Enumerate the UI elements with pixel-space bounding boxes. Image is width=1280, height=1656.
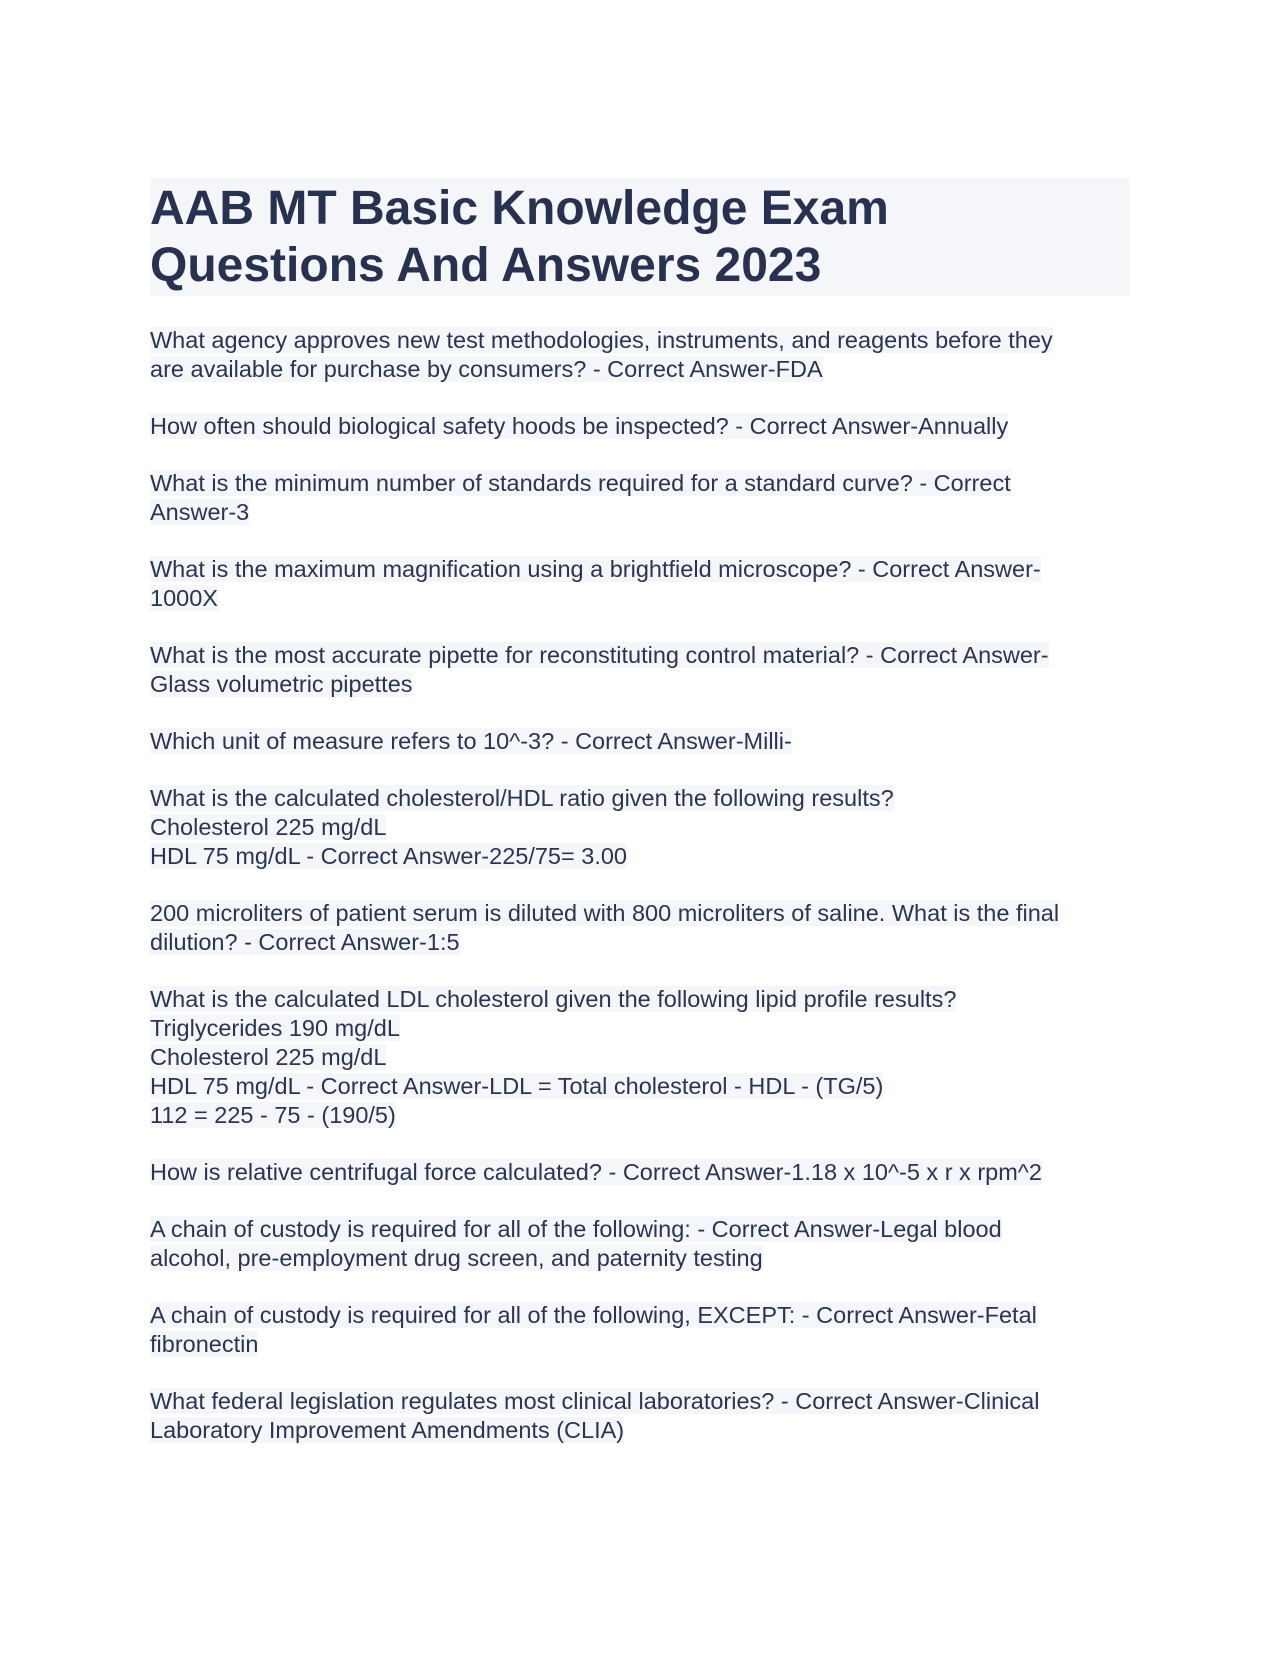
title-line-2: Questions And Answers 2023 — [150, 239, 822, 292]
document-page — [150, 178, 1130, 1473]
qa-line-text: 112 = 225 - 75 - (190/5) — [150, 1102, 396, 1128]
qa-line — [150, 1158, 1130, 1187]
qa-entry — [150, 641, 1130, 699]
document-title — [150, 178, 1130, 296]
qa-line — [150, 1215, 1130, 1244]
qa-line-text: 200 microliters of patient serum is diluted with 800 microliters of saline. What is the final — [150, 900, 1060, 926]
qa-line — [150, 469, 1130, 498]
qa-line — [150, 1072, 1130, 1101]
qa-line — [150, 1244, 1130, 1273]
qa-line — [150, 842, 1130, 871]
qa-entry — [150, 899, 1130, 957]
qa-line — [150, 727, 1130, 756]
qa-entry — [150, 985, 1130, 1130]
qa-line-text: What is the minimum number of standards required for a standard curve? - Correct — [150, 470, 1011, 496]
qa-line — [150, 584, 1130, 613]
qa-line-text: What is the calculated LDL cholesterol given the following lipid profile results? — [150, 986, 957, 1012]
qa-line-text: Which unit of measure refers to 10^-3? - Correct Answer-Milli- — [150, 728, 792, 754]
qa-line-text: A chain of custody is required for all of the following, EXCEPT: - Correct Answer-Fetal — [150, 1302, 1037, 1328]
qa-line — [150, 1387, 1130, 1416]
qa-line — [150, 1101, 1130, 1130]
qa-line-text: are available for purchase by consumers? - Correct Answer-FDA — [150, 356, 823, 382]
qa-line-text: What is the calculated cholesterol/HDL ratio given the following results? — [150, 785, 894, 811]
qa-line-text: What is the most accurate pipette for reconstituting control material? - Correct Answer- — [150, 642, 1049, 668]
qa-line — [150, 1330, 1130, 1359]
qa-line-text: Cholesterol 225 mg/dL — [150, 814, 387, 840]
qa-line-text: What agency approves new test methodologies, instruments, and reagents before they — [150, 327, 1053, 353]
qa-line-text: fibronectin — [150, 1331, 259, 1357]
qa-line — [150, 928, 1130, 957]
qa-entry — [150, 1158, 1130, 1187]
qa-line-text: alcohol, pre-employment drug screen, and paternity testing — [150, 1245, 763, 1271]
qa-entry — [150, 1301, 1130, 1359]
title-line-1: AAB MT Basic Knowledge Exam — [150, 182, 889, 235]
qa-line-text: 1000X — [150, 585, 218, 611]
qa-line-text: HDL 75 mg/dL - Correct Answer-225/75= 3.00 — [150, 843, 627, 869]
qa-line — [150, 784, 1130, 813]
qa-line-text: dilution? - Correct Answer-1:5 — [150, 929, 460, 955]
qa-line-text: Glass volumetric pipettes — [150, 671, 413, 697]
qa-entry — [150, 469, 1130, 527]
qa-line — [150, 641, 1130, 670]
qa-list — [150, 326, 1130, 1445]
qa-line-text: How is relative centrifugal force calculated? - Correct Answer-1.18 x 10^-5 x r x rpm^2 — [150, 1159, 1042, 1185]
qa-line — [150, 1416, 1130, 1445]
qa-line-text: Cholesterol 225 mg/dL — [150, 1044, 387, 1070]
qa-entry — [150, 1387, 1130, 1445]
qa-line-text: Answer-3 — [150, 499, 250, 525]
qa-entry — [150, 326, 1130, 384]
qa-line-text: HDL 75 mg/dL - Correct Answer-LDL = Total cholesterol - HDL - (TG/5) — [150, 1073, 884, 1099]
qa-line — [150, 1014, 1130, 1043]
qa-entry — [150, 555, 1130, 613]
qa-line — [150, 1301, 1130, 1330]
qa-line-text: A chain of custody is required for all of the following: - Correct Answer-Legal blood — [150, 1216, 1002, 1242]
qa-line — [150, 326, 1130, 355]
qa-entry — [150, 412, 1130, 441]
qa-line — [150, 1043, 1130, 1072]
qa-line — [150, 899, 1130, 928]
qa-line — [150, 813, 1130, 842]
qa-line — [150, 555, 1130, 584]
qa-line-text: What is the maximum magnification using a brightfield microscope? - Correct Answer- — [150, 556, 1041, 582]
qa-line-text: Laboratory Improvement Amendments (CLIA) — [150, 1417, 625, 1443]
qa-entry — [150, 784, 1130, 871]
qa-entry — [150, 727, 1130, 756]
qa-line — [150, 985, 1130, 1014]
qa-line — [150, 355, 1130, 384]
qa-line — [150, 498, 1130, 527]
qa-line-text: How often should biological safety hoods be inspected? - Correct Answer-Annually — [150, 413, 1009, 439]
qa-line — [150, 670, 1130, 699]
qa-line-text: Triglycerides 190 mg/dL — [150, 1015, 400, 1041]
qa-entry — [150, 1215, 1130, 1273]
qa-line-text: What federal legislation regulates most clinical laboratories? - Correct Answer-Clinical — [150, 1388, 1040, 1414]
qa-line — [150, 412, 1130, 441]
